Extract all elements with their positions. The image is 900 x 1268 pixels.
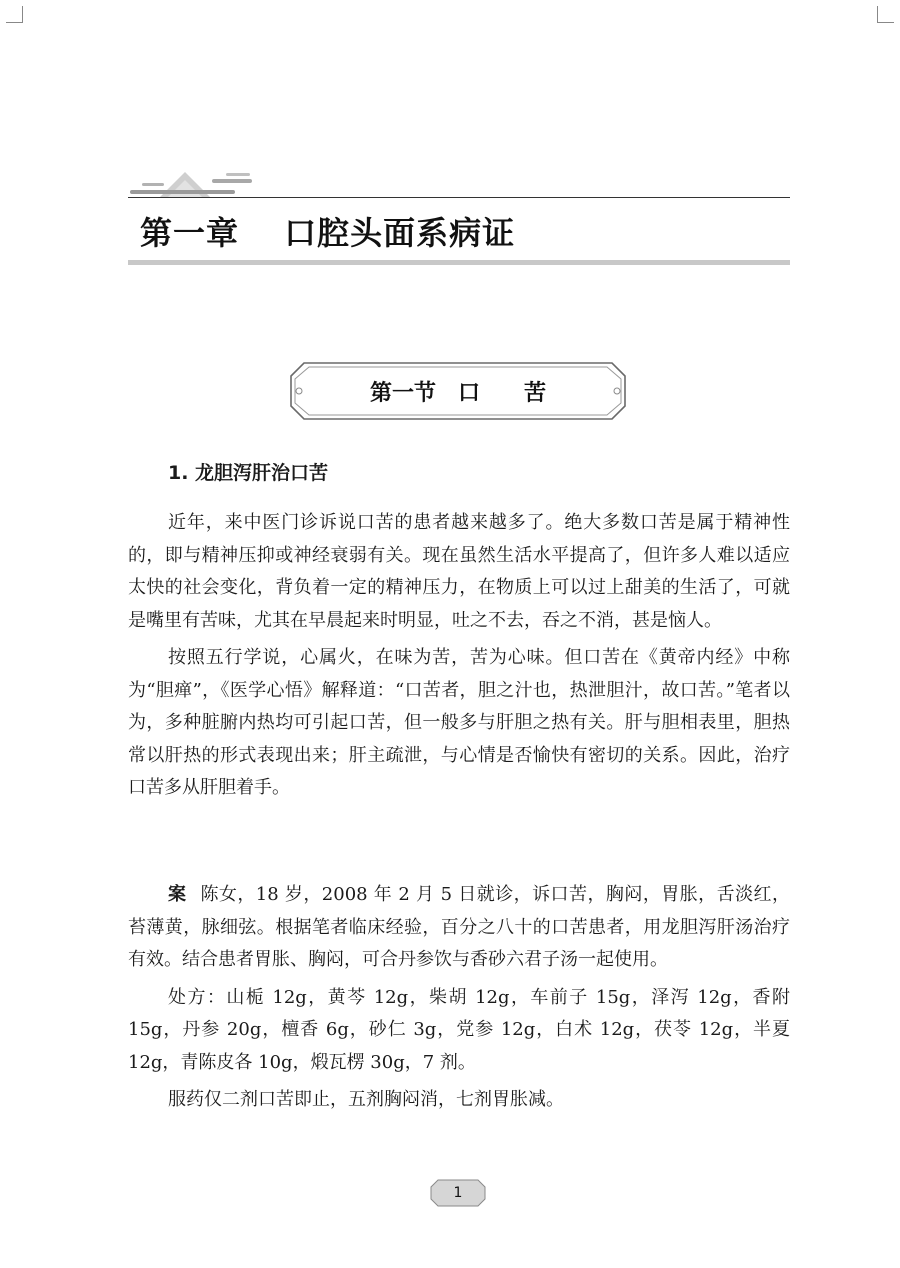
chapter-title: 第一章 口腔头面系病证 — [140, 214, 516, 252]
chapter-top-rule — [128, 197, 790, 198]
case-body: 陈女，18 岁，2008 年 2 月 5 日就诊，诉口苦，胸闷，胃胀，舌淡红，苔薄黄，脉细弦。根据笔者临床经验，百分之八十的口苦患者，用龙胆泻肝汤治疗有效。结合患者胃胀、胸闷，可合丹参饮与香砂六君子汤一起使用。 — [128, 884, 790, 970]
case-label: 案 — [168, 884, 187, 905]
section-title: 第一节 口 苦 — [369, 380, 546, 406]
chapter-bottom-rule — [128, 260, 790, 265]
crop-mark-top-right — [877, 6, 894, 23]
paragraph-2: 按照五行学说，心属火，在味为苦，苦为心味。但口苦在《黄帝内经》中称为“胆瘅”，《医学心悟》解释道：“口苦者，胆之汁也，热泄胆汁，故口苦。”笔者以为，多种脏腑内热均可引起口苦，但一般多与肝胆之热有关。肝与胆相表里，胆热常以肝热的形式表现出来；肝主疏泄，与心情是否愉快有密切的关系。因此，治疗口苦多从肝胆着手。 — [128, 647, 790, 798]
case-text — [128, 879, 790, 1122]
prescription-paragraph: 处方：山栀 12g，黄芩 12g，柴胡 12g，车前子 15g，泽泻 12g，香附 15g，丹参 20g，檀香 6g，砂仁 3g，党参 12g，白术 12g，茯苓 12g，半夏 12g，青陈皮各 10g，煅瓦楞 30g，7 剂。 — [128, 986, 790, 1073]
outcome-paragraph: 服药仅二剂口苦即止，五剂胸闷消，七剂胃胀减。 — [168, 1089, 564, 1110]
intro-text — [128, 507, 790, 810]
case-paragraph — [128, 879, 790, 977]
subheading: 1. 龙胆泻肝治口苦 — [168, 462, 329, 484]
paragraph-1: 近年，来中医门诊诉说口苦的患者越来越多了。绝大多数口苦是属于精神性的，即与精神压抑或神经衰弱有关。现在虽然生活水平提高了，但许多人难以适应太快的社会变化，背负着一定的精神压力，在物质上可以过上甜美的生活了，可就是嘴里有苦味，尤其在早晨起来时明显，吐之不去，吞之不消，甚是恼人。 — [128, 512, 790, 631]
cloud-ornament-icon — [130, 170, 260, 200]
crop-mark-top-left — [6, 6, 23, 23]
page-number: 1 — [453, 1185, 463, 1201]
